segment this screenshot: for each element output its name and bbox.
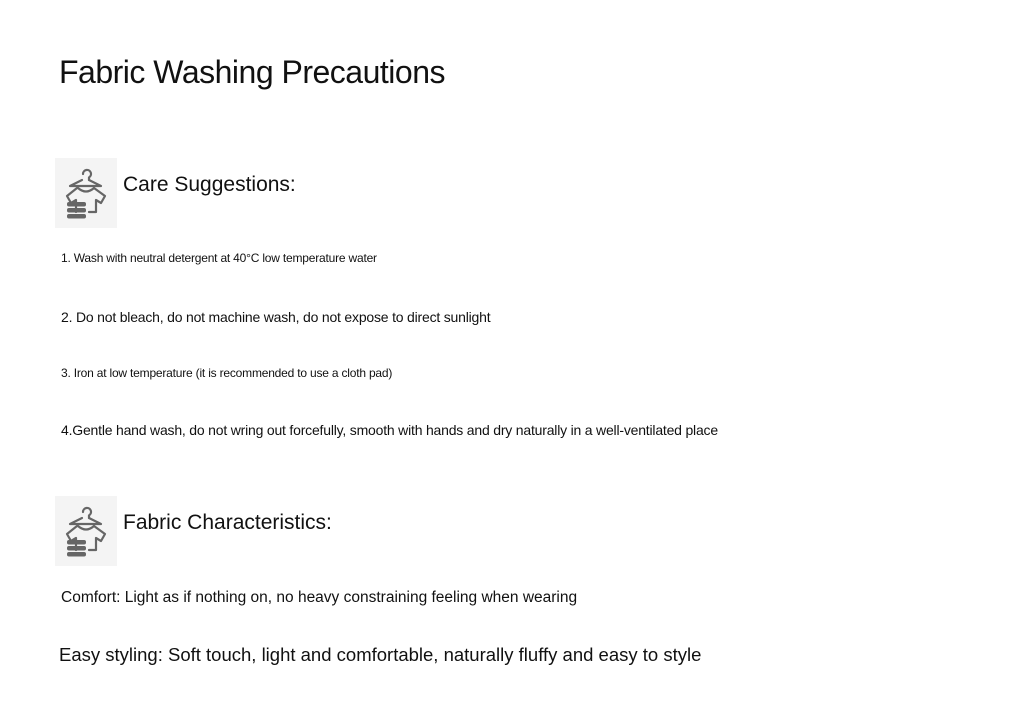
- care-item-4: 4.Gentle hand wash, do not wring out forcefully, smooth with hands and dry naturally in a well-ventilated place: [61, 422, 718, 438]
- care-item-2: 2. Do not bleach, do not machine wash, do not expose to direct sunlight: [61, 309, 491, 325]
- fabric-item-comfort: Comfort: Light as if nothing on, no heavy constraining feeling when wearing: [61, 589, 578, 606]
- fabric-characteristics-header: [55, 496, 332, 566]
- fabric-item-easy-styling: Easy styling: Soft touch, light and comfortable, naturally fluffy and easy to style: [59, 644, 702, 665]
- care-suggestions-header: [55, 158, 296, 228]
- shirt-hanger-icon: [55, 496, 117, 566]
- care-item-3: 3. Iron at low temperature (it is recommended to use a cloth pad): [61, 366, 393, 380]
- shirt-hanger-icon: [55, 158, 117, 228]
- page-title: Fabric Washing Precautions: [59, 54, 445, 90]
- fabric-characteristics-heading: Fabric Characteristics:: [123, 511, 332, 534]
- care-item-1: 1. Wash with neutral detergent at 40°C low temperature water: [61, 251, 377, 265]
- care-suggestions-heading: Care Suggestions:: [123, 173, 296, 196]
